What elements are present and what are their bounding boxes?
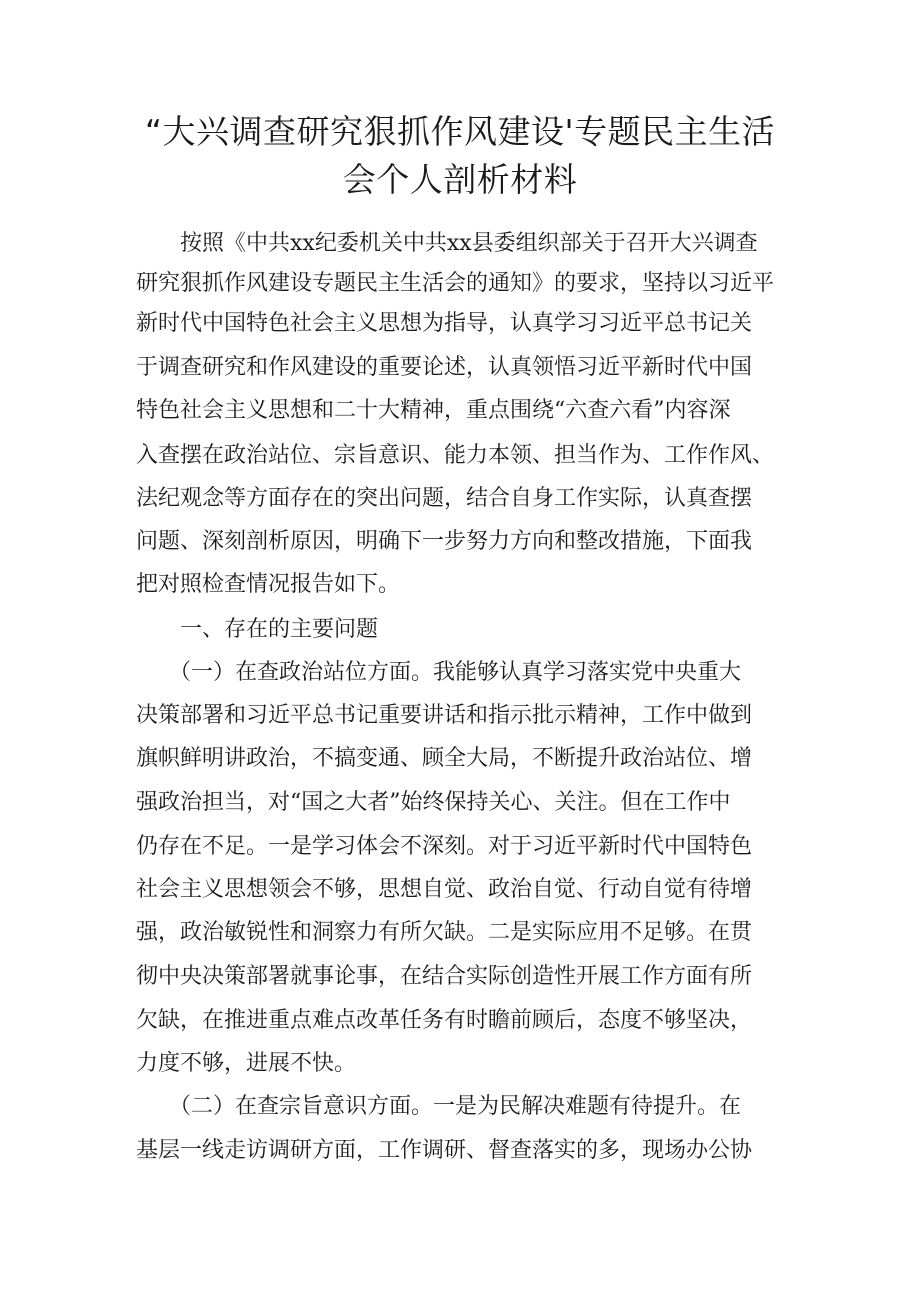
body-line: 法纪观念等方面存在的突出问题，结合自身工作实际，认真查摆: [136, 486, 753, 511]
body-line: 彻中央决策部署就事论事，在结合实际创造性开展工作方面有所: [136, 964, 753, 989]
body-line: （一）在查政治站位方面。我能够认真学习落实党中央重大: [136, 660, 742, 685]
body-line: 社会主义思想领会不够，思想自觉、政治自觉、行动自觉有待增: [136, 877, 753, 902]
body-line: 强，政治敏锐性和洞察力有所欠缺。二是实际应用不足够。在贯: [136, 920, 753, 945]
body-line: 特色社会主义思想和二十大精神，重点围绕“六查六看”内容深: [136, 398, 731, 423]
body-line: 研究狠抓作风建设专题民主生活会的通知》的要求，坚持以习近平: [136, 271, 775, 296]
body-line: 按照《中共xx纪委机关中共xx县委组织部关于召开大兴调查: [136, 231, 758, 256]
body-line: 入查摆在政治站位、宗旨意识、能力本领、担当作为、工作作风、: [136, 443, 775, 468]
body-line: 力度不够，进展不快。: [136, 1051, 357, 1076]
body-line: 把对照检查情况报告如下。: [136, 572, 401, 597]
document-title-line-2: 会个人剖析材料: [342, 160, 578, 199]
body-line: 基层一线走访调研方面，工作调研、督查落实的多，现场办公协: [136, 1138, 753, 1163]
document-title-line-1: “大兴调查研究狠抓作风建设'专题民主生活: [144, 112, 776, 151]
body-line: 强政治担当，对“国之大者”始终保持关心、关注。但在工作中: [136, 790, 731, 815]
body-line: 问题、深刻剖析原因，明确下一步努力方向和整改措施，下面我: [136, 529, 753, 554]
body-line: 新时代中国特色社会主义思想为指导，认真学习习近平总书记关: [136, 311, 753, 336]
body-line: （二）在查宗旨意识方面。一是为民解决难题有待提升。在: [136, 1094, 742, 1119]
body-line: 于调查研究和作风建设的重要论述，认真领悟习近平新时代中国: [136, 355, 753, 380]
body-line: 欠缺，在推进重点难点改革任务有时瞻前顾后，态度不够坚决，: [136, 1008, 753, 1033]
body-line: 旗帜鲜明讲政治，不搞变通、顾全大局，不断提升政治站位、增: [136, 746, 753, 771]
section-heading: 一、存在的主要问题: [136, 617, 379, 642]
body-line: 决策部署和习近平总书记重要讲话和指示批示精神，工作中做到: [136, 703, 753, 728]
body-line: 仍存在不足。一是学习体会不深刻。对于习近平新时代中国特色: [136, 834, 753, 859]
